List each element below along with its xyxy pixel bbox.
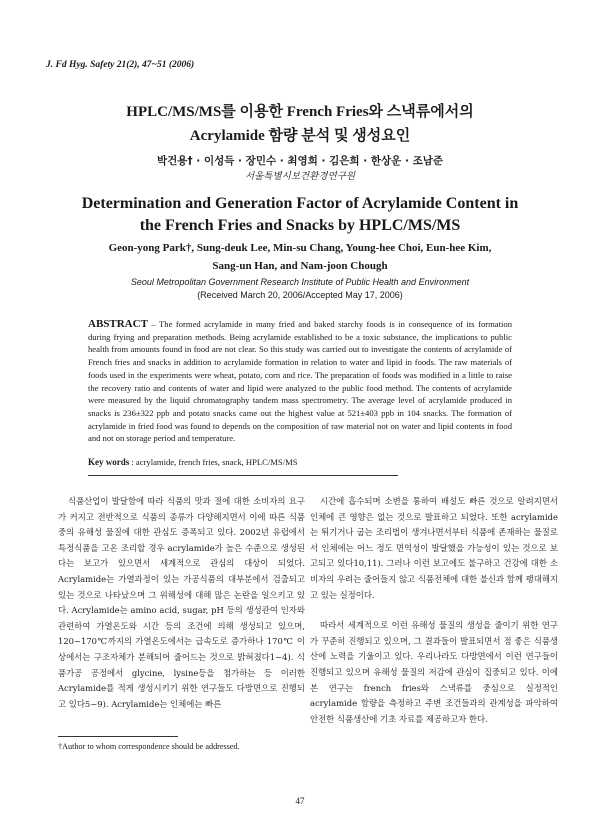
english-authors-line-1: Geon-yong Park†, Sung-deuk Lee, Min-su Chang, Young-hee Choi, Eun-hee Kim, [108, 242, 492, 254]
english-title [0, 193, 600, 237]
received-dates: (Received March 20, 2006/Accepted May 17, 2006) [197, 290, 403, 300]
body-paragraph: 식품산업이 발달함에 따라 식품의 맛과 질에 대한 소비자의 요구가 커지고 전반적으로 식품의 종류가 다양해지면서 이에 따른 식품 중의 유해성 물질에 대한 관심도 증폭되고 있다. 2002년 유럽에서 특정식품을 고온 조리할 경우 acrylamide가 높은 수준으로 생성된다는 보고가 있으면서 세계적으로 관심의 대상이 되었다. Acrylamide는 가열과정이 있는 가공식품의 대부분에서 검출되고 있는 것으로 나타났으며 그 위해성에 대해 많은 논란을 일으키고 있다. Acrylamide는 amino acid, sugar, pH 등의 생성관여 인자와 관련하여 가열온도와 시간 등의 조건에 의해 생성되고 있으며, 120~170℃까지의 가열온도에서는 급속도로 증가하나 170℃ 이상에서는 구조자체가 분해되어 줄어드는 것으로 밝혀졌다1~4). 식품가공 공정에서 glycine, lysine등을 첨가하는 등 이러한 Acrylamide를 적게 생성시키기 위한 연구들도 다방면으로 진행되고 있다5~9). Acrylamide는 인체에는 빠른 [58, 496, 305, 709]
keywords-text: : acrylamide, french fries, snack, HPLC/MS/MS [129, 457, 298, 467]
english-title-line-2: the French Fries and Snacks by HPLC/MS/MS [139, 217, 461, 234]
keywords-label: Key words [88, 457, 130, 467]
body-column-left [58, 494, 305, 712]
footnote-divider [58, 736, 178, 737]
english-authors [0, 239, 600, 275]
page-number: 47 [295, 796, 305, 806]
korean-affiliation: 서울특별시보건환경연구원 [244, 171, 356, 182]
korean-title-line-1: HPLC/MS/MS를 이용한 French Fries와 스낵류에서의 [126, 104, 474, 120]
abstract-text: – The formed acrylamide in many fried and baked starchy foods is in consequence of its formation during frying and preparation methods. Being acrylamide established to be a toxic substance, the implications to public health from amounts found in food are not clear. So this study was carried out to investigate the contents of acrylamide of French fries and snacks in addition to acrylamide formation in relation to water and lipid in foods. The raw materials of foods used in the experiments were wheat, potato, corn and rice. The preparation of foods was modified in a little to raise the recovery ratio and contents of water and lipid were analyzed to the public food method. The contents of acrylamide were measured by the liquid chromatography tandem mass spectrometry. The average level of acrylamide produced in snacks is 236±322 ppb and potato snacks came out the highest value at 521±403 ppb in 104 snacks. The formation of acrylamide in fried food was found to depends on the composition of raw material not on water and lipid contents in food and not on storage period and temperature. [88, 319, 512, 444]
korean-authors: 박건용† · 이성득 · 장민수 · 최영희 · 김은희 · 한상운 · 조남준 [156, 155, 444, 167]
body-paragraph: 시간에 흡수되며 소변을 통하여 배설도 빠른 것으로 알려지면서 인체에 큰 영향은 없는 것으로 발표하고 되었다. 또한 acrylamide는 튀기거나 굽는 조리법이 생겨나면서부터 식품에 존재하는 물질로서 인체에는 어느 정도 면역성이 발달했을 가능성이 있는 것으로 보고되고 있다10,11). 그러나 이런 보고에도 불구하고 건강에 대한 소비자의 우려는 줄어들지 않고 식품전체에 대한 불신과 함께 팽대해지고 있는 실정이다. [310, 496, 558, 600]
keywords [88, 457, 512, 467]
english-authors-line-2: Sang-un Han, and Nam-joon Chough [212, 260, 388, 272]
abstract-heading: ABSTRACT [88, 318, 148, 330]
abstract [88, 318, 512, 445]
english-affiliation: Seoul Metropolitan Government Research Institute of Public Health and Environment [130, 277, 470, 287]
correspondence-footnote: †Author to whom correspondence should be addressed. [58, 742, 240, 751]
korean-title [0, 100, 600, 148]
body-column-right [310, 494, 558, 727]
body-paragraph: 따라서 세계적으로 이런 유해성 물질의 생성을 줄이기 위한 연구가 꾸준히 진행되고 있으며, 그 결과들이 발표되면서 점 좋은 식품생산에 노력을 기울이고 있다. 우리나라도 다방면에서 이런 연구들이 진행되고 있으며 유해성 물질의 저감에 관심이 집중되고 있다. 이에 본 연구는 french fries와 스낵류를 중심으로 실정적인 acrylamide 함량을 측정하고 주변 조건들과의 관계성을 파악하여 안전한 식품생산에 기초 자료를 제공하고자 한다. [310, 620, 558, 724]
journal-citation: J. Fd Hyg. Safety 21(2), 47~51 (2006) [46, 60, 195, 70]
korean-title-line-2: Acrylamide 함량 분석 및 생성요인 [189, 128, 411, 144]
english-title-line-1: Determination and Generation Factor of Acrylamide Content in [81, 195, 519, 212]
section-divider [88, 475, 398, 476]
